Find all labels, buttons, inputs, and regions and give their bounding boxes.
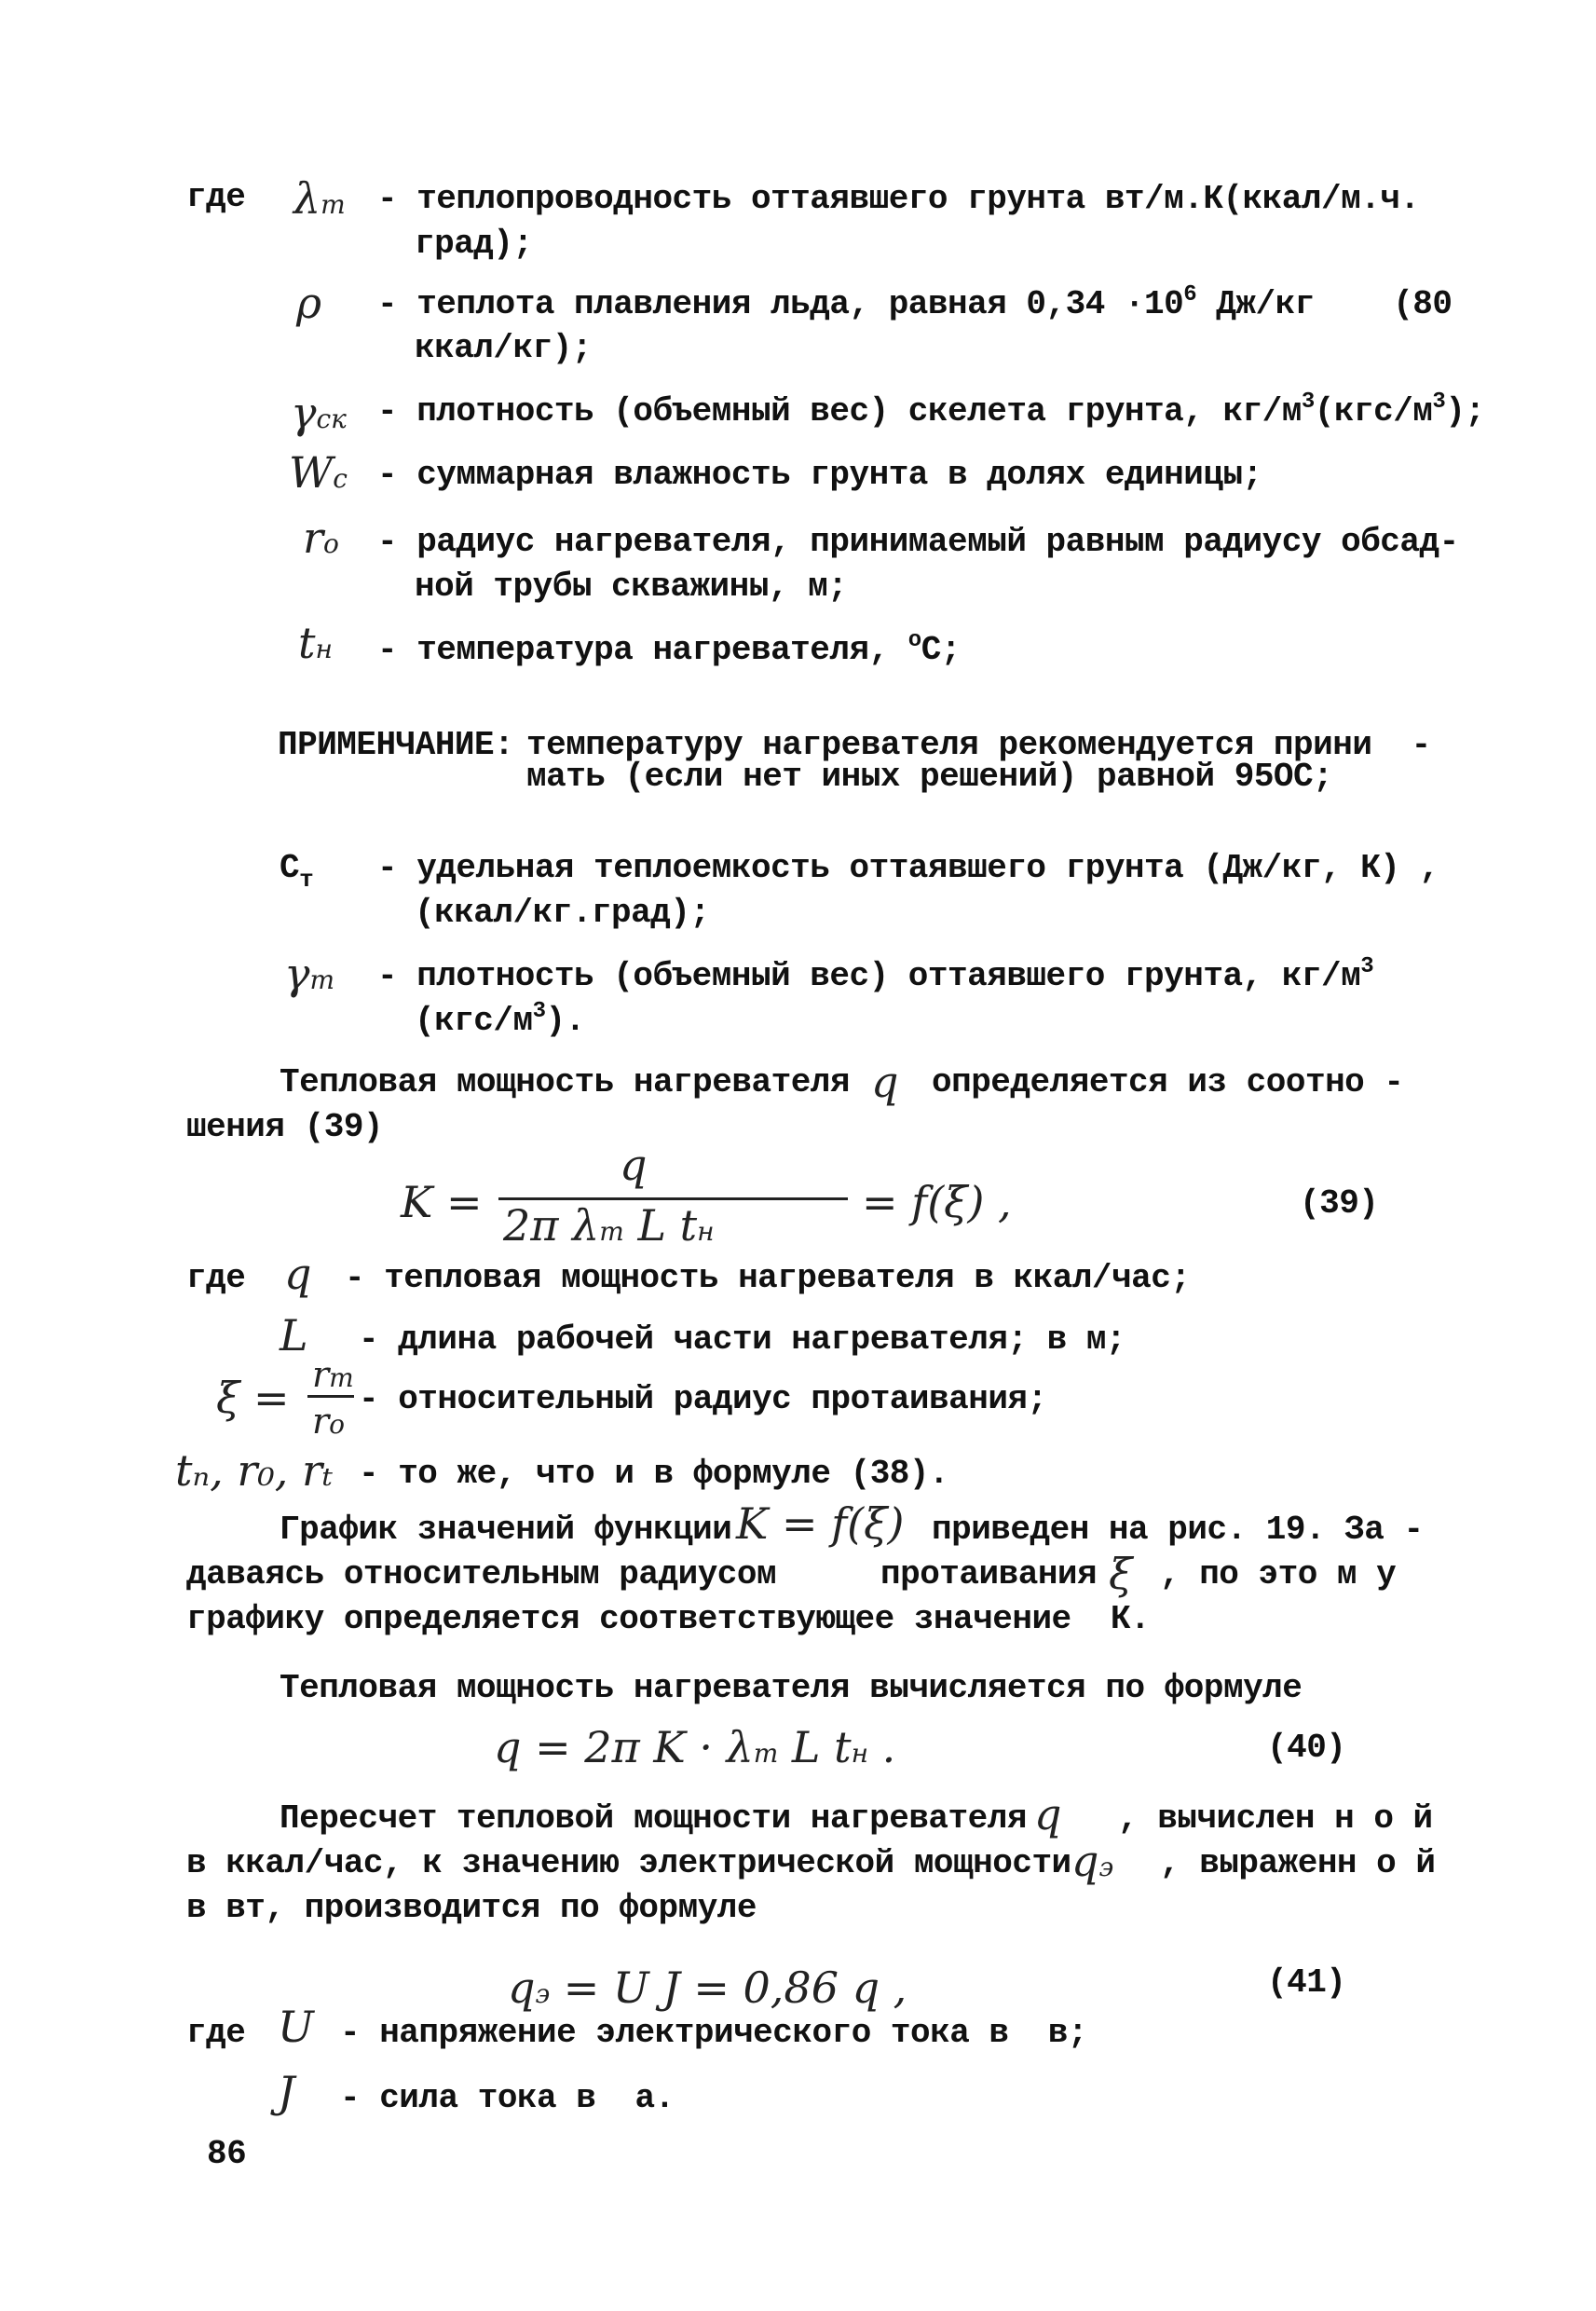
symbol-j-def: J — [278, 2067, 295, 2117]
symbol-xi-def: ξ = — [216, 1373, 290, 1423]
def-q: - тепловая мощность нагревателя в ккал/час; — [345, 1259, 1191, 1297]
symbol-rho: ρ — [296, 278, 322, 328]
para2-formula: K = f(ξ) — [736, 1498, 905, 1549]
def-l: - длина рабочей части нагревателя; в м; — [359, 1320, 1126, 1359]
def-xi: - относительный радиус протаивания; — [359, 1380, 1047, 1418]
eq39-numerator: q — [620, 1140, 648, 1190]
xi-numerator: rт — [312, 1354, 354, 1395]
symbol-xi-para2: ξ — [1109, 1549, 1133, 1599]
para2-line3: графику определяется соответствующее значение К. — [186, 1600, 1151, 1638]
para4-line2b: , выраженн о й — [1160, 1844, 1436, 1882]
eq41-number: (41) — [1267, 1963, 1346, 2002]
def-t-same: - то же, что и в формуле (38). — [359, 1455, 949, 1493]
symbol-lambda-t: λт — [293, 173, 346, 224]
para2-line2b: протаивания — [880, 1555, 1098, 1593]
para1-line2: шения (39) — [186, 1108, 384, 1146]
para2-line2c: , по это м у — [1160, 1555, 1397, 1593]
note-label: ПРИМЕНЧАНИЕ: — [278, 726, 514, 764]
eq39-rhs: = f(ξ) , — [862, 1177, 1012, 1227]
note-line2: мать (если нет иных решений) равной 95ОС; — [526, 758, 1333, 796]
symbol-l-def: L — [280, 1310, 308, 1361]
eq40-number: (40) — [1267, 1729, 1346, 1767]
def-gamma-t-line2: $(кгс/м^3)$. — [415, 999, 585, 1040]
eq41-formula: qэ = U J = 0,86 q , — [508, 1962, 907, 2013]
para1-line1a: Тепловая мощность нагревателя — [280, 1063, 851, 1101]
symbol-gamma-t: γт — [284, 949, 335, 999]
symbol-q-para1: q — [871, 1057, 899, 1107]
where-label-4: где — [186, 2014, 246, 2052]
def-gamma-sk: - плотность (объемный вес) скелета грунта, $кг/м^3(кгс/м^3)$; — [377, 390, 1485, 431]
para3: Тепловая мощность нагревателя вычисляется по формуле — [280, 1669, 1303, 1707]
symbol-q-e: qэ — [1071, 1836, 1114, 1886]
def-r-o-line2: ной трубы скважины, м; — [415, 567, 848, 606]
eq39-lhs: K = — [401, 1177, 483, 1227]
where-label-1: где — [186, 178, 246, 216]
def-u: - напряжение электрического тока в в; — [340, 2014, 1087, 2052]
def-rho-line1: - теплота плавления льда, равная $0,34 \cdot 10^6$ Дж/кг (80 — [377, 282, 1453, 323]
para4-line3: в вт, производится по формуле — [186, 1889, 757, 1927]
def-c-t-line1: - удельная теплоемкость оттаявшего грунта (Дж/кг, К) , — [377, 849, 1439, 887]
symbol-u-def: U — [278, 2002, 314, 2052]
page-number: 86 — [207, 2135, 247, 2173]
symbol-q-para4: q — [1034, 1789, 1062, 1839]
where-label-3: где — [186, 1259, 246, 1297]
para2-line1b: приведен на рис. 19. За - — [932, 1511, 1424, 1549]
para4-line1a: Пересчет тепловой мощности нагревателя — [280, 1799, 1027, 1838]
symbol-t-r-def: tₙ, r₀, rₜ — [175, 1445, 334, 1496]
para1-line1b: определяется из соотно - — [932, 1063, 1404, 1101]
symbol-w-c: Wc — [289, 447, 348, 498]
def-c-t-line2: (ккал/кг.град); — [415, 894, 710, 932]
symbol-t-n: tн — [298, 618, 333, 668]
def-r-o-line1: - радиус нагревателя, принимаемый равным радиусу обсад- — [377, 523, 1459, 561]
note-line1: температуру нагревателя рекомендуется прини - — [526, 726, 1431, 764]
symbol-q-def: q — [284, 1249, 312, 1299]
eq39-number: (39) — [1300, 1184, 1379, 1223]
def-t-n: - температура нагревателя, $^o$С; — [377, 628, 961, 669]
eq39-denominator: 2π λт L tн — [503, 1200, 715, 1251]
xi-denominator: ro — [312, 1401, 346, 1442]
def-rho-line2: ккал/кг); — [415, 329, 592, 367]
symbol-r-o: ro — [303, 513, 339, 563]
def-gamma-t-line1: - плотность (объемный вес) оттаявшего грунта, $кг/м^3$ — [377, 954, 1374, 995]
def-j: - сила тока в а. — [340, 2079, 675, 2117]
def-lambda-line2: град); — [415, 225, 533, 263]
para2-line1a: График значений функции — [280, 1511, 732, 1549]
para2-line2a: даваясь относительным радиусом — [186, 1555, 777, 1593]
para4-line2a: в ккал/час, к значению электрической мощности — [186, 1844, 1071, 1882]
symbol-gamma-sk: γск — [291, 388, 347, 438]
def-w-c: - суммарная влажность грунта в долях единицы; — [377, 456, 1262, 494]
def-lambda-line1: - теплопроводность оттаявшего грунта вт/м.К(ккал/м.ч. — [377, 180, 1420, 218]
para4-line1b: , вычислен н о й — [1118, 1799, 1433, 1838]
eq40-formula: q = 2π K · λт L tн . — [494, 1722, 896, 1772]
symbol-c-t: $С_т$ — [280, 849, 314, 894]
